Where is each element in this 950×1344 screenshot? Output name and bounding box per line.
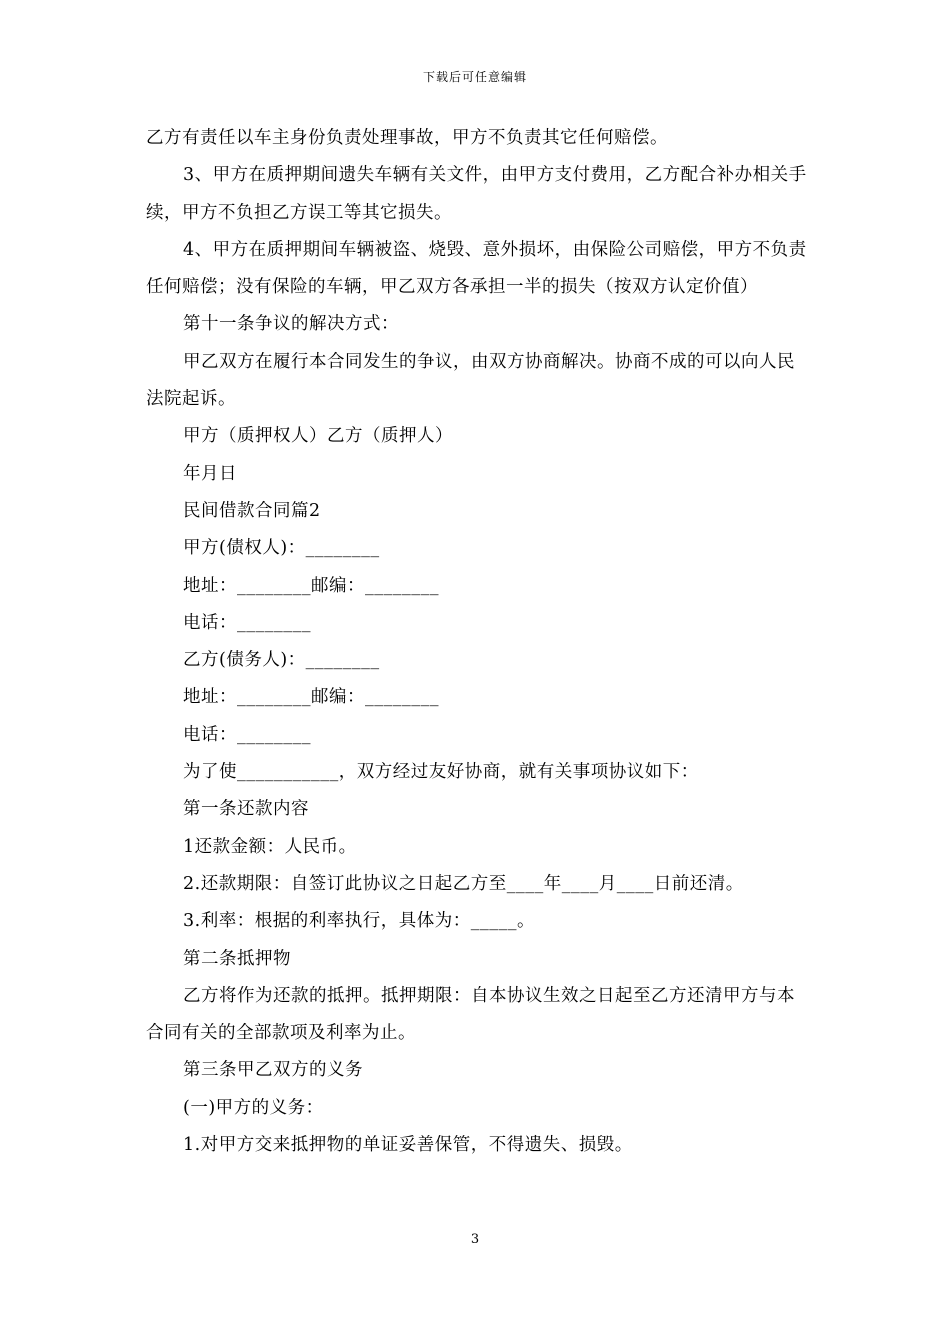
paragraph: 甲方(债权人)：________ bbox=[183, 538, 380, 559]
paragraph: 地址：________邮编：________ bbox=[183, 687, 439, 708]
page-header: 下载后可任意编辑 bbox=[422, 70, 527, 84]
paragraph: 乙方有责任以车主身份负责处理事故，甲方不负责其它任何赔偿。 bbox=[146, 128, 668, 148]
page-number: 3 bbox=[470, 1232, 480, 1247]
paragraph: 3.利率：根据的利率执行，具体为：_____。 bbox=[183, 911, 535, 932]
paragraph: 第二条抵押物 bbox=[183, 948, 291, 969]
paragraph: 第十一条争议的解决方式： bbox=[183, 314, 399, 335]
paragraph: 电话：________ bbox=[183, 724, 311, 745]
paragraph: 地址：________邮编：________ bbox=[183, 575, 439, 596]
paragraph: 2.还款期限：自签订此协议之日起乙方至____年____月____日前还清。 bbox=[183, 873, 744, 894]
paragraph: 为了使___________，双方经过友好协商，就有关事项协议如下： bbox=[183, 762, 699, 783]
paragraph: 第三条甲乙双方的义务 bbox=[183, 1060, 363, 1081]
paragraph: (一)甲方的义务： bbox=[183, 1097, 324, 1118]
paragraph: 甲乙双方在履行本合同发生的争议，由双方协商解决。协商不成的可以向人民法院起诉。 bbox=[146, 351, 795, 410]
paragraph: 1.对甲方交来抵押物的单证妥善保管，不得遗失、损毁。 bbox=[183, 1135, 633, 1156]
paragraph: 年月日 bbox=[183, 463, 237, 484]
paragraph: 4、甲方在质押期间车辆被盗、烧毁、意外损坏，由保险公司赔偿，甲方不负责任何赔偿；没有保险的车辆，甲乙双方各承担一半的损失（按双方认定价值） bbox=[146, 239, 807, 298]
paragraph: 1还款金额：人民币。 bbox=[183, 836, 357, 857]
paragraph: 3、甲方在质押期间遗失车辆有关文件，由甲方支付费用，乙方配合补办相关手续，甲方不负担乙方误工等其它损失。 bbox=[146, 165, 807, 223]
paragraph: 乙方将作为还款的抵押。抵押期限：自本协议生效之日起至乙方还清甲方与本合同有关的全部款项及利率为止。 bbox=[146, 985, 795, 1044]
document-body bbox=[146, 120, 808, 1164]
paragraph: 第一条还款内容 bbox=[183, 799, 309, 820]
paragraph: 民间借款合同篇2 bbox=[183, 500, 321, 521]
paragraph: 乙方(债务人)：________ bbox=[183, 650, 380, 671]
paragraph: 甲方（质押权人）乙方（质押人） bbox=[183, 426, 453, 447]
paragraph: 电话：________ bbox=[183, 612, 311, 633]
